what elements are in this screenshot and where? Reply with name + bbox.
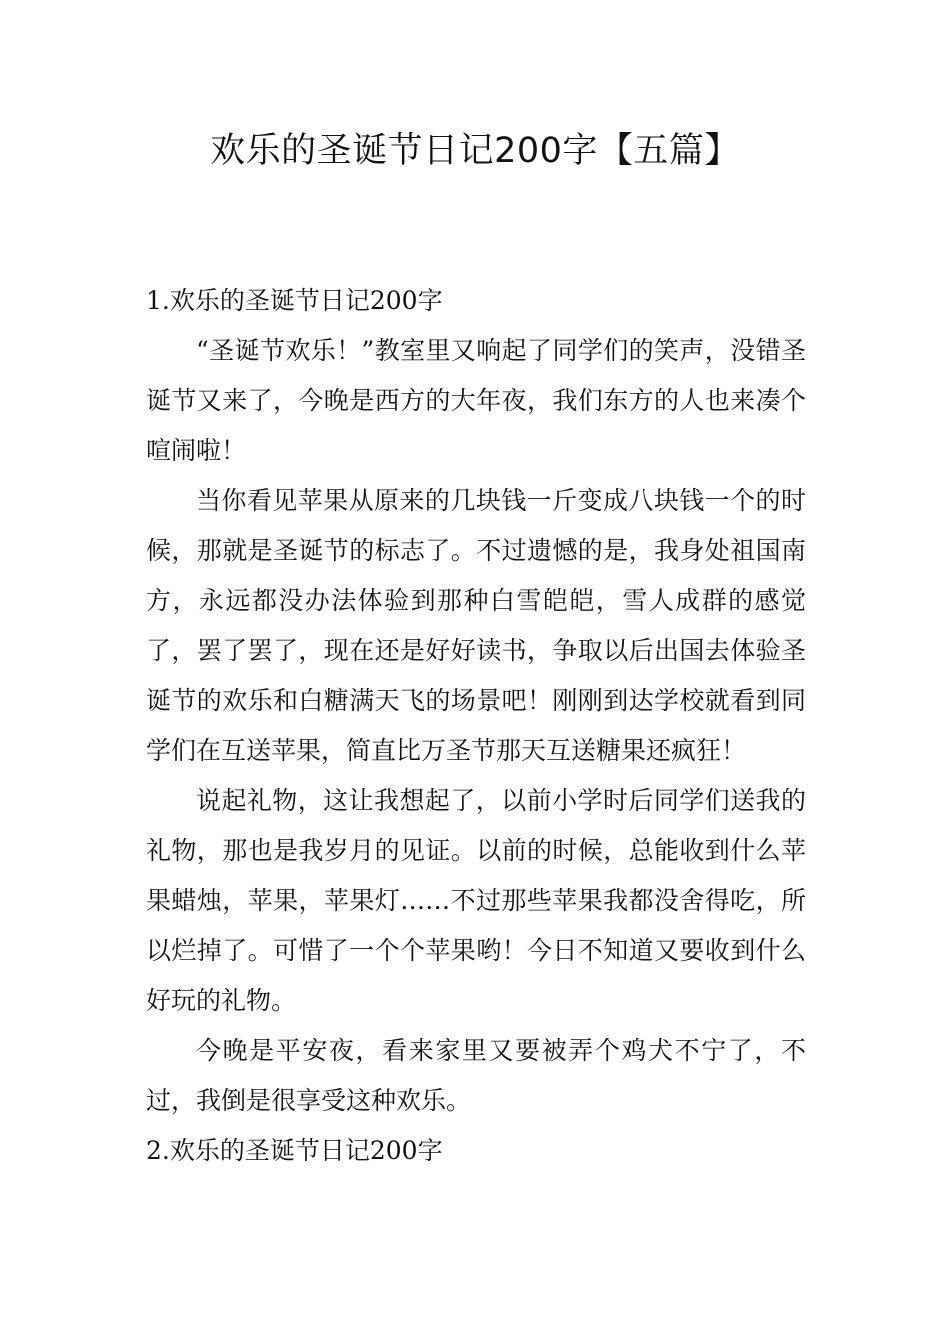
paragraph: 当你看见苹果从原来的几块钱一斤变成八块钱一个的时候，那就是圣诞节的标志了。不过遗憾的是，我身处祖国南方，永远都没办法体验到那种白雪皑皑，雪人成群的感觉了，罢了罢了，现在还是好好读书，争取以后出国去体验圣诞节的欢乐和白糖满天飞的场景吧！刚刚到达学校就看到同学们在互送苹果，简直比万圣节那天互送糖果还疯狂！ [146, 486, 806, 765]
paragraph: 说起礼物，这让我想起了，以前小学时后同学们送我的礼物，那也是我岁月的见证。以前的时候，总能收到什么苹果蜡烛，苹果，苹果灯……不过那些苹果我都没舍得吃，所以烂掉了。可惜了一个个苹果哟！今日不知道又要收到什么好玩的礼物。 [146, 786, 806, 1015]
section-heading: 2.欢乐的圣诞节日记200字 [146, 1136, 443, 1165]
document-body [146, 276, 806, 1176]
section-heading: 1.欢乐的圣诞节日记200字 [146, 286, 443, 315]
paragraph: 今晚是平安夜，看来家里又要被弄个鸡犬不宁了，不过，我倒是很享受这种欢乐。 [146, 1036, 806, 1115]
paragraph: “圣诞节欢乐！”教室里又响起了同学们的笑声，没错圣诞节又来了，今晚是西方的大年夜，我们东方的人也来凑个喧闹啦！ [146, 336, 806, 465]
document-title: 欢乐的圣诞节日记200字【五篇】 [210, 131, 740, 171]
